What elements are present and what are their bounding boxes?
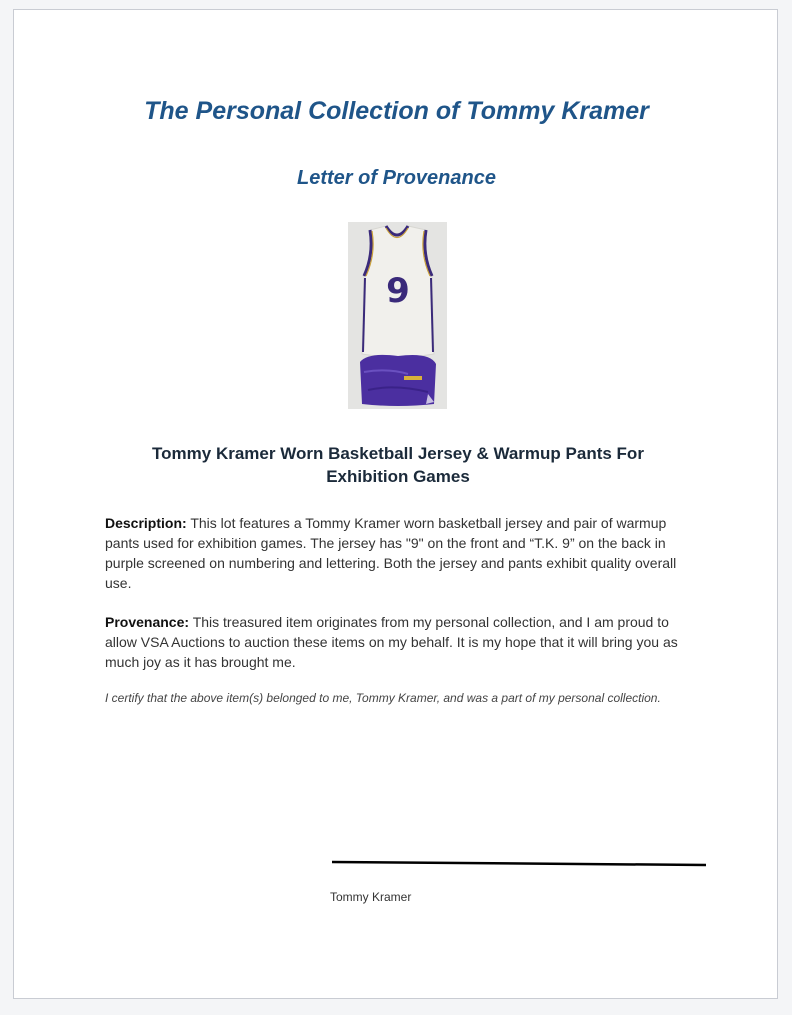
signature-line xyxy=(332,860,706,868)
jersey-number: 9 xyxy=(386,271,410,311)
provenance-paragraph xyxy=(105,612,695,672)
letter-page xyxy=(13,9,778,999)
certification-statement: I certify that the above item(s) belonged to me, Tommy Kramer, and was a part of my personal collection. xyxy=(105,691,661,705)
description-text: This lot features a Tommy Kramer worn basketball jersey and pair of warmup pants used for exhibition games. The jersey has "9" on the front and “T.K. 9” on the back in purple screened on numbering and lettering. Both the jersey and pants exhibit quality overall use. xyxy=(105,515,677,591)
provenance-label: Provenance: xyxy=(105,614,190,630)
description-paragraph xyxy=(105,513,695,593)
provenance-text: This treasured item originates from my personal collection, and I am proud to allow VSA Auctions to auction these items on my behalf. It is my hope that it will bring you as much joy as it has brought me. xyxy=(105,614,678,670)
document-subtitle: Letter of Provenance xyxy=(297,167,496,189)
signature-name: Tommy Kramer xyxy=(330,890,412,904)
item-photo xyxy=(348,222,447,409)
item-heading: Tommy Kramer Worn Basketball Jersey & Warmup Pants For Exhibition Games xyxy=(152,444,644,486)
document-title: The Personal Collection of Tommy Kramer xyxy=(144,97,649,125)
description-label: Description: xyxy=(105,515,187,531)
jersey-and-pants-image xyxy=(348,222,447,409)
